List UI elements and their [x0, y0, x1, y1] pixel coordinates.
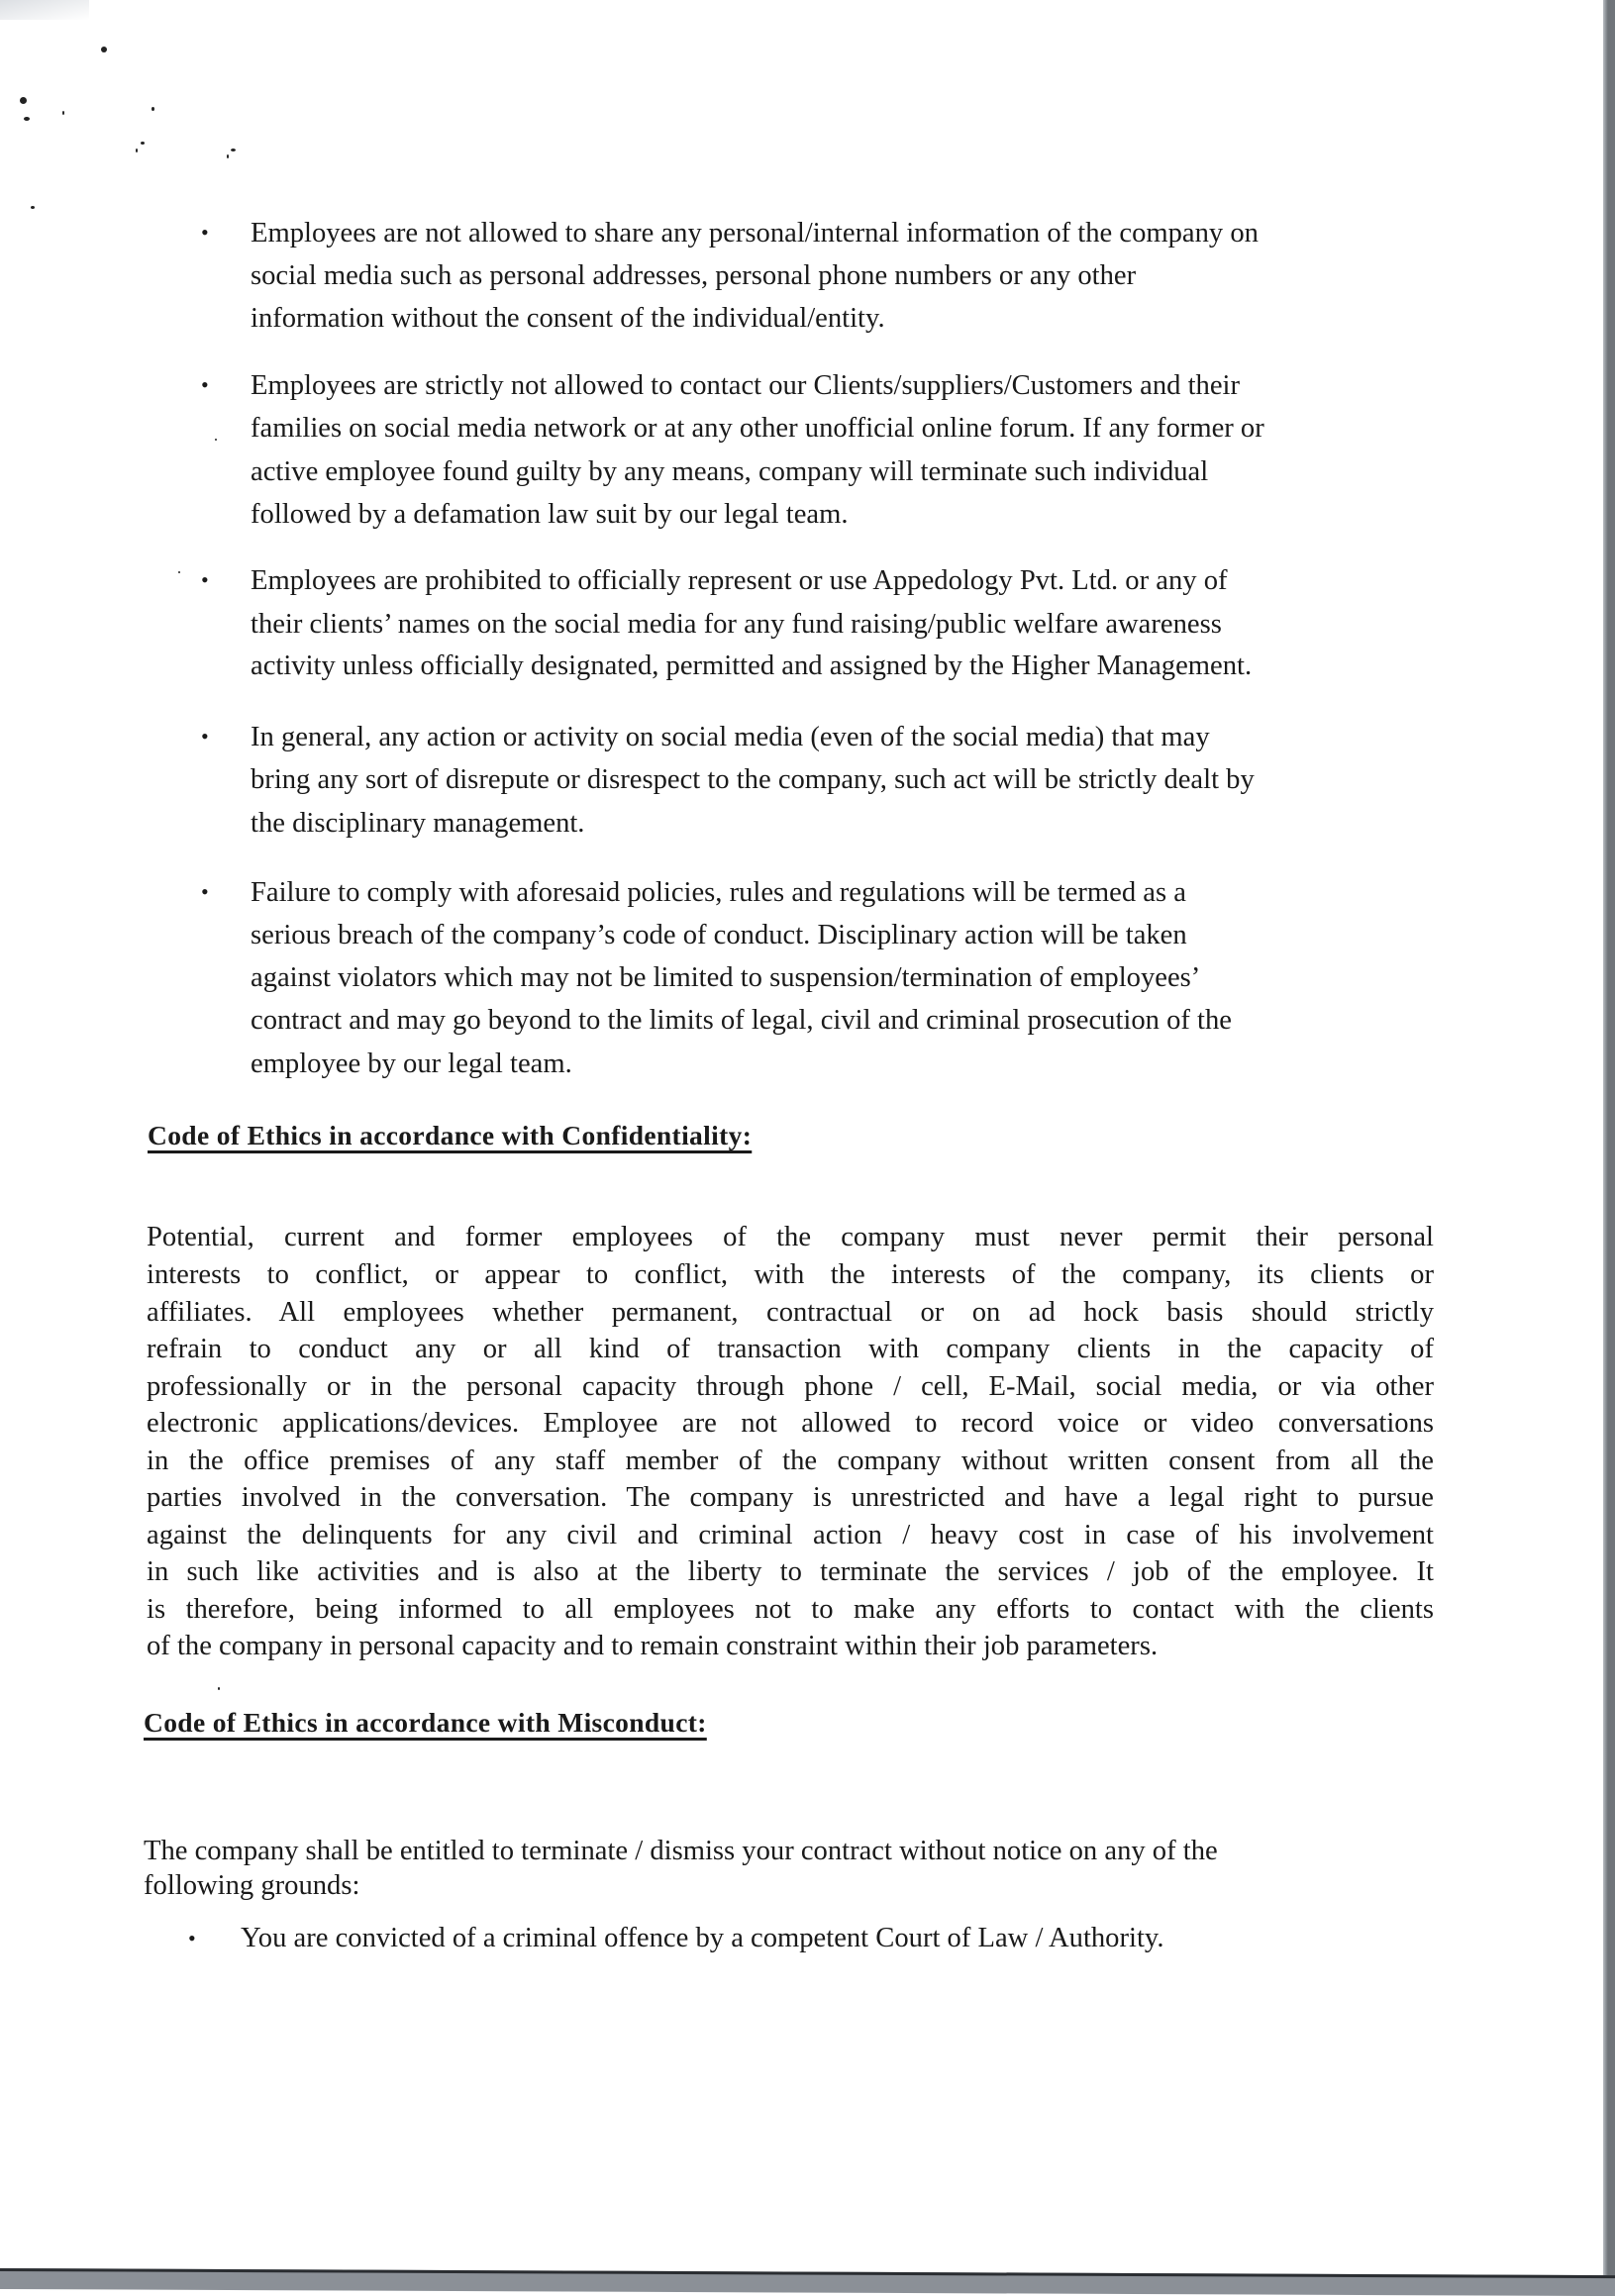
- paragraph-line: Potential, current and former employees of the company must never permit their personal: [147, 1222, 1434, 1252]
- paragraph-line: of the company in personal capacity and to remain constraint within their job parameters.: [147, 1631, 1159, 1661]
- scan-shadow: [0, 0, 89, 20]
- scan-speck: [227, 154, 229, 158]
- misconduct-heading: Code of Ethics in accordance with Misconduct:: [144, 1707, 707, 1738]
- bullet-line: Employees are not allowed to share any personal/internal information of the company on: [251, 218, 1259, 249]
- scan-speck: [31, 206, 35, 209]
- bullet-line: Failure to comply with aforesaid policies, rules and regulations will be termed as a: [251, 877, 1186, 908]
- bullet-line: serious breach of the company’s code of conduct. Disciplinary action will be taken: [251, 920, 1187, 950]
- bullet-icon: •: [201, 567, 209, 592]
- scan-speck: [215, 439, 217, 441]
- paragraph-line: parties involved in the conversation. The company is unrestricted and have a legal right to pursue: [147, 1482, 1434, 1513]
- paragraph-line: The company shall be entitled to terminate / dismiss your contract without notice on any of the: [144, 1836, 1218, 1866]
- bullet-line: their clients’ names on the social media for any fund raising/public welfare awareness: [251, 609, 1222, 640]
- bullet-line: employee by our legal team.: [251, 1048, 572, 1079]
- scan-speck: [231, 149, 236, 151]
- bullet-line: against violators which may not be limited to suspension/termination of employees’: [251, 962, 1201, 993]
- scan-speck: [151, 107, 154, 111]
- paragraph-line: following grounds:: [144, 1870, 360, 1901]
- paragraph-line: refrain to conduct any or all kind of transaction with company clients in the capacity of: [147, 1334, 1434, 1364]
- scan-speck: [101, 47, 107, 52]
- bullet-line: activity unless officially designated, permitted and assigned by the Higher Management.: [251, 650, 1253, 681]
- scan-speck: [62, 111, 64, 115]
- paragraph-line: professionally or in the personal capacity through phone / cell, E-Mail, social media, or via other: [147, 1371, 1434, 1402]
- paragraph-line: against the delinquents for any civil and criminal action / heavy cost in case of his involvement: [147, 1520, 1434, 1550]
- paragraph-line: in such like activities and is also at the liberty to terminate the services / job of the employee. It: [147, 1556, 1434, 1587]
- bullet-line: In general, any action or activity on social media (even of the social media) that may: [251, 722, 1210, 752]
- bullet-line: contract and may go beyond to the limits of legal, civil and criminal prosecution of the: [251, 1005, 1232, 1036]
- paragraph-line: electronic applications/devices. Employee are not allowed to record voice or video conversations: [147, 1408, 1434, 1439]
- bullet-icon: •: [201, 724, 209, 749]
- paragraph-line: affiliates. All employees whether permanent, contractual or on ad hock basis should strictly: [147, 1297, 1434, 1328]
- scan-speck: [218, 1687, 220, 1690]
- scan-speck: [178, 571, 180, 573]
- paragraph-line: is therefore, being informed to all employees not to make any efforts to contact with the clients: [147, 1594, 1434, 1625]
- bullet-line: followed by a defamation law suit by our legal team.: [251, 499, 849, 530]
- confidentiality-heading: Code of Ethics in accordance with Confidentiality:: [148, 1120, 753, 1150]
- bullet-line: You are convicted of a criminal offence by a competent Court of Law / Authority.: [241, 1923, 1164, 1953]
- bullet-icon: •: [188, 1926, 196, 1950]
- scan-speck: [141, 142, 145, 145]
- bullet-icon: •: [201, 879, 209, 904]
- bullet-icon: •: [201, 220, 209, 245]
- bullet-line: information without the consent of the individual/entity.: [251, 303, 885, 334]
- bullet-line: families on social media network or at any other unofficial online forum. If any former or: [251, 413, 1264, 444]
- bullet-line: the disciplinary management.: [251, 808, 585, 839]
- bullet-icon: •: [201, 372, 209, 397]
- paragraph-line: interests to conflict, or appear to conflict, with the interests of the company, its clients or: [147, 1259, 1434, 1290]
- scan-speck: [136, 149, 138, 152]
- scan-edge-right: [1603, 0, 1615, 2289]
- bullet-line: Employees are prohibited to officially represent or use Appedology Pvt. Ltd. or any of: [251, 565, 1228, 596]
- bullet-line: Employees are strictly not allowed to contact our Clients/suppliers/Customers and their: [251, 370, 1240, 401]
- scan-speck: [20, 97, 27, 104]
- paragraph-line: in the office premises of any staff member of the company without written consent from all the: [147, 1446, 1434, 1476]
- bullet-line: social media such as personal addresses, personal phone numbers or any other: [251, 260, 1137, 291]
- bullet-line: active employee found guilty by any means, company will terminate such individual: [251, 456, 1209, 487]
- scan-speck: [24, 117, 30, 121]
- scan-edge-bottom: [0, 2268, 1615, 2296]
- bullet-line: bring any sort of disrepute or disrespect to the company, such act will be strictly dealt by: [251, 764, 1255, 795]
